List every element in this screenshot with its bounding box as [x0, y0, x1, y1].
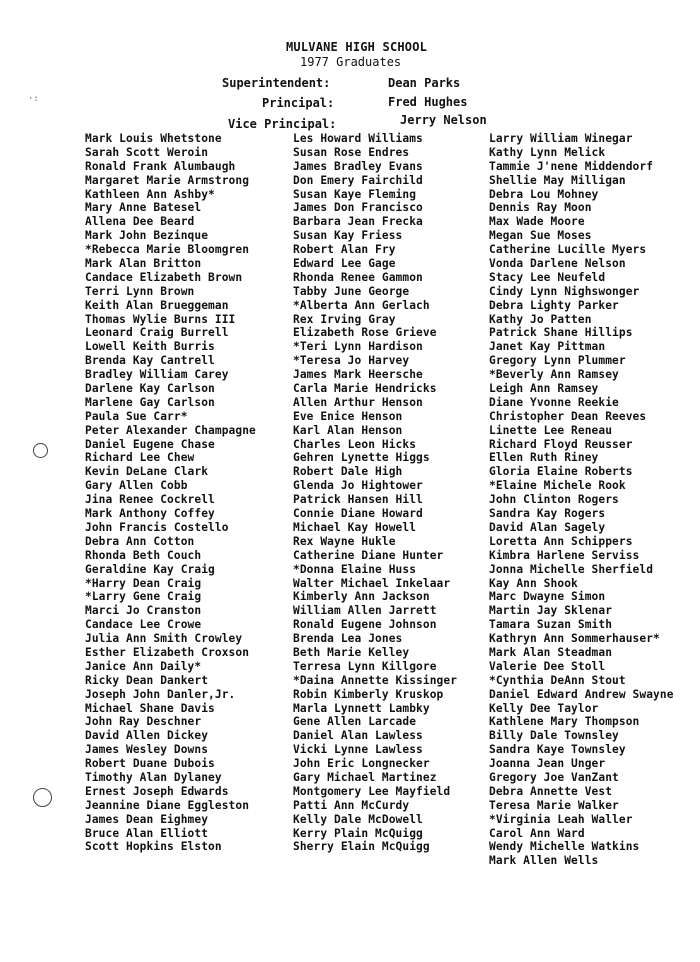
graduate-name: Gary Michael Martinez [293, 770, 437, 784]
graduate-name: Catherine Lucille Myers [489, 243, 647, 257]
graduate-name: Kelly Dee Taylor [489, 701, 599, 715]
graduate-name: Robert Alan Fry [293, 243, 396, 257]
graduate-name: Walter Michael Inkelaar [293, 576, 451, 590]
graduate-name: Thomas Wylie Burns III [85, 312, 236, 326]
graduate-name: Julia Ann Smith Crowley [85, 632, 243, 646]
graduate-name: Susan Kaye Fleming [293, 187, 417, 201]
graduate-name: Kelly Dale McDowell [293, 812, 423, 826]
graduate-name: Robert Duane Dubois [85, 757, 215, 771]
graduate-name: *Alberta Ann Gerlach [293, 298, 430, 312]
graduate-name: Joanna Jean Unger [489, 757, 606, 771]
graduate-name: Mark Alan Britton [85, 257, 202, 271]
graduate-name: Daniel Edward Andrew Swayne [489, 687, 674, 701]
graduate-name: Diane Yvonne Reekie [489, 395, 619, 409]
superintendent-name: Dean Parks [388, 76, 461, 90]
graduate-name: Margaret Marie Armstrong [85, 173, 250, 187]
graduate-name: Robin Kimberly Kruskop [293, 687, 444, 701]
graduate-name: Stacy Lee Neufeld [489, 270, 606, 284]
vice-principal-label: Vice Principal: [228, 117, 337, 131]
graduate-name: Kathy Lynn Melick [489, 145, 606, 159]
graduate-name: Ricky Dean Dankert [85, 673, 209, 687]
graduate-name: Carol Ann Ward [489, 826, 585, 840]
graduate-name: Charles Leon Hicks [293, 437, 417, 451]
graduate-name: John Eric Longnecker [293, 757, 430, 771]
graduate-name: Ronald Frank Alumbaugh [85, 159, 236, 173]
graduate-name: Janet Kay Pittman [489, 340, 606, 354]
graduate-name: Gehren Lynette Higgs [293, 451, 430, 465]
graduate-name: Eve Enice Henson [293, 409, 403, 423]
graduate-name: Keith Alan Brueggeman [85, 298, 229, 312]
graduate-name: Linette Lee Reneau [489, 423, 613, 437]
graduate-name: Rhonda Beth Couch [85, 548, 202, 562]
graduate-name: Joseph John Danler,Jr. [85, 687, 236, 701]
graduate-name: Tammie J'nene Middendorf [489, 159, 654, 173]
graduate-name: Geraldine Kay Craig [85, 562, 215, 576]
graduates-column-2 [293, 132, 457, 854]
graduate-name: Barbara Jean Frecka [293, 215, 423, 229]
graduate-name: Allen Arthur Henson [293, 395, 423, 409]
graduate-name: *Teri Lynn Hardison [293, 340, 423, 354]
graduate-name: Jina Renee Cockrell [85, 493, 215, 507]
graduate-name: Robert Dale High [293, 465, 403, 479]
graduate-name: James Don Francisco [293, 201, 423, 215]
graduate-name: Candace Elizabeth Brown [85, 270, 243, 284]
graduate-name: Montgomery Lee Mayfield [293, 784, 451, 798]
graduate-name: Mary Anne Batesel [85, 201, 202, 215]
graduate-name: Jonna Michelle Sherfield [489, 562, 654, 576]
graduate-name: Marc Dwayne Simon [489, 590, 606, 604]
graduate-name: William Allen Jarrett [293, 604, 437, 618]
graduate-name: *Elaine Michele Rook [489, 479, 626, 493]
graduate-name: Wendy Michelle Watkins [489, 840, 640, 854]
graduate-name: Billy Dale Townsley [489, 729, 619, 743]
graduation-year: 1977 Graduates [300, 55, 402, 69]
graduate-name: Gary Allen Cobb [85, 479, 188, 493]
graduate-name: *Larry Gene Craig [85, 590, 202, 604]
graduate-name: Marla Lynnett Lambky [293, 701, 430, 715]
school-title: MULVANE HIGH SCHOOL [286, 40, 428, 54]
graduate-name: Terresa Lynn Killgore [293, 659, 437, 673]
graduate-name: Patti Ann McCurdy [293, 798, 410, 812]
graduate-name: Debra Lou Mohney [489, 187, 599, 201]
graduate-name: Larry William Winegar [489, 132, 633, 145]
graduate-name: Janice Ann Daily* [85, 659, 202, 673]
graduate-name: John Clinton Rogers [489, 493, 619, 507]
graduate-name: Ernest Joseph Edwards [85, 784, 229, 798]
graduate-name: Kerry Plain McQuigg [293, 826, 423, 840]
graduate-name: Daniel Eugene Chase [85, 437, 215, 451]
graduate-name: Shellie May Milligan [489, 173, 626, 187]
graduate-name: Patrick Shane Hillips [489, 326, 633, 340]
graduate-name: Kathryn Ann Sommerhauser* [489, 632, 660, 646]
graduate-name: Jeannine Diane Eggleston [85, 798, 250, 812]
graduate-name: Esther Elizabeth Croxson [85, 645, 250, 659]
graduate-name: *Cynthia DeAnn Stout [489, 673, 626, 687]
graduate-name: Vonda Darlene Nelson [489, 257, 626, 271]
graduate-name: James Bradley Evans [293, 159, 423, 173]
graduate-name: Ronald Eugene Johnson [293, 618, 437, 632]
graduate-name: Susan Kay Friess [293, 229, 403, 243]
graduate-name: Mark Anthony Coffey [85, 507, 215, 521]
graduate-name: Gloria Elaine Roberts [489, 465, 633, 479]
graduate-name: Max Wade Moore [489, 215, 585, 229]
graduate-name: John Francis Costello [85, 520, 229, 534]
graduate-name: Kathlene Mary Thompson [489, 715, 640, 729]
graduate-name: Debra Lighty Parker [489, 298, 619, 312]
graduate-name: *Donna Elaine Huss [293, 562, 417, 576]
graduate-name: Glenda Jo Hightower [293, 479, 423, 493]
graduate-name: Catherine Diane Hunter [293, 548, 444, 562]
graduate-name: Rex Wayne Hukle [293, 534, 396, 548]
vice-principal-name: Jerry Nelson [400, 113, 487, 127]
graduate-name: Dennis Ray Moon [489, 201, 592, 215]
graduate-name: Bradley William Carey [85, 368, 229, 382]
graduate-name: Vicki Lynne Lawless [293, 743, 423, 757]
graduate-name: Connie Diane Howard [293, 507, 423, 521]
graduates-column-1 [85, 132, 256, 854]
graduate-name: Mark Alan Steadman [489, 645, 613, 659]
graduate-name: Leonard Craig Burrell [85, 326, 229, 340]
principal-label: Principal: [262, 96, 335, 110]
graduate-name: Brenda Lea Jones [293, 632, 403, 646]
graduate-name: Kathleen Ann Ashby* [85, 187, 215, 201]
graduate-name: Leigh Ann Ramsey [489, 382, 599, 396]
graduate-name: Debra Annette Vest [489, 784, 613, 798]
graduate-name: Gregory Joe VanZant [489, 770, 619, 784]
graduate-name: Tabby June George [293, 284, 410, 298]
graduate-name: *Harry Dean Craig [85, 576, 202, 590]
graduate-name: Lowell Keith Burris [85, 340, 215, 354]
graduate-name: Valerie Dee Stoll [489, 659, 606, 673]
graduate-name: Kathy Jo Patten [489, 312, 592, 326]
graduate-name: Teresa Marie Walker [489, 798, 619, 812]
graduate-name: Michael Kay Howell [293, 520, 417, 534]
punch-hole-mark [33, 788, 52, 807]
graduate-name: Kimbra Harlene Serviss [489, 548, 640, 562]
graduate-name: Ellen Ruth Riney [489, 451, 599, 465]
graduate-name: Tamara Suzan Smith [489, 618, 613, 632]
graduate-name: *Daina Annette Kissinger [293, 673, 458, 687]
graduate-name: Candace Lee Crowe [85, 618, 202, 632]
graduate-name: Scott Hopkins Elston [85, 840, 222, 854]
graduate-name: Elizabeth Rose Grieve [293, 326, 437, 340]
graduate-name: Rex Irving Gray [293, 312, 396, 326]
graduate-name: Darlene Kay Carlson [85, 382, 215, 396]
graduate-name: Daniel Alan Lawless [293, 729, 423, 743]
graduate-name: Richard Lee Chew [85, 451, 195, 465]
graduate-name: Kay Ann Shook [489, 576, 578, 590]
graduate-name: Marlene Gay Carlson [85, 395, 215, 409]
graduate-name: *Rebecca Marie Bloomgren [85, 243, 250, 257]
graduate-name: Beth Marie Kelley [293, 645, 410, 659]
graduate-name: *Teresa Jo Harvey [293, 354, 410, 368]
graduate-name: Gregory Lynn Plummer [489, 354, 626, 368]
graduate-name: Edward Lee Gage [293, 257, 396, 271]
graduate-name: Sherry Elain McQuigg [293, 840, 430, 854]
graduate-name: Allena Dee Beard [85, 215, 195, 229]
graduates-column-3 [489, 132, 674, 868]
stray-mark: ·: [28, 94, 39, 104]
graduate-name: Marci Jo Cranston [85, 604, 202, 618]
punch-hole-mark [33, 443, 48, 458]
graduate-name: Kevin DeLane Clark [85, 465, 209, 479]
graduate-name: Sarah Scott Weroin [85, 145, 209, 159]
graduate-name: Cindy Lynn Nighswonger [489, 284, 640, 298]
graduate-name: James Dean Eighmey [85, 812, 209, 826]
graduate-name: David Alan Sagely [489, 520, 606, 534]
graduate-name: Patrick Hansen Hill [293, 493, 423, 507]
graduate-name: Christopher Dean Reeves [489, 409, 647, 423]
graduate-name: Kimberly Ann Jackson [293, 590, 430, 604]
graduate-name: Sandra Kay Rogers [489, 507, 606, 521]
graduate-name: David Allen Dickey [85, 729, 209, 743]
graduate-name: Peter Alexander Champagne [85, 423, 256, 437]
graduate-name: Gene Allen Larcade [293, 715, 417, 729]
graduate-name: Michael Shane Davis [85, 701, 215, 715]
graduate-name: Martin Jay Sklenar [489, 604, 613, 618]
graduate-name: Mark Louis Whetstone [85, 132, 222, 145]
graduate-name: Terri Lynn Brown [85, 284, 195, 298]
graduate-name: Paula Sue Carr* [85, 409, 188, 423]
graduate-name: *Beverly Ann Ramsey [489, 368, 619, 382]
graduate-name: James Wesley Downs [85, 743, 209, 757]
graduate-name: John Ray Deschner [85, 715, 202, 729]
graduate-name: Sandra Kaye Townsley [489, 743, 626, 757]
graduate-name: Loretta Ann Schippers [489, 534, 633, 548]
graduate-name: Megan Sue Moses [489, 229, 592, 243]
graduate-name: Bruce Alan Elliott [85, 826, 209, 840]
graduate-name: Brenda Kay Cantrell [85, 354, 215, 368]
graduate-name: Mark John Bezinque [85, 229, 209, 243]
graduate-name: Timothy Alan Dylaney [85, 770, 222, 784]
graduate-name: *Virginia Leah Waller [489, 812, 633, 826]
graduate-name: Karl Alan Henson [293, 423, 403, 437]
graduate-name: Les Howard Williams [293, 132, 423, 145]
graduate-name: Mark Allen Wells [489, 854, 599, 868]
principal-name: Fred Hughes [388, 95, 468, 109]
graduate-name: Don Emery Fairchild [293, 173, 423, 187]
graduate-name: Carla Marie Hendricks [293, 382, 437, 396]
graduate-name: Richard Floyd Reusser [489, 437, 633, 451]
superintendent-label: Superintendent: [222, 76, 331, 90]
graduate-name: Debra Ann Cotton [85, 534, 195, 548]
graduate-name: James Mark Heersche [293, 368, 423, 382]
graduate-name: Rhonda Renee Gammon [293, 270, 423, 284]
graduate-name: Susan Rose Endres [293, 145, 410, 159]
